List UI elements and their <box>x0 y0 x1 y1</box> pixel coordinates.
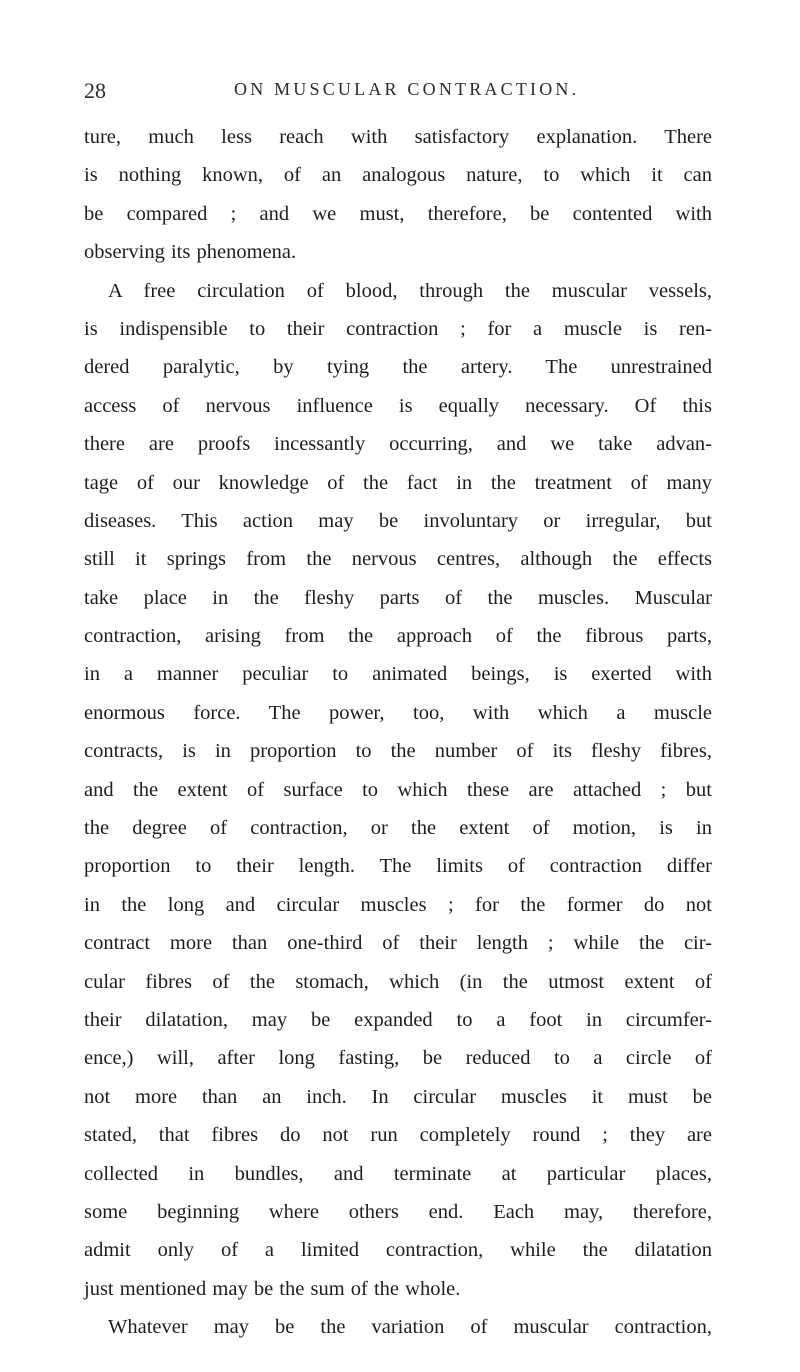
text-line: the degree of contraction, or the extent of motion, is in <box>84 817 712 840</box>
text-line: in the long and circular muscles ; for the former do not <box>84 893 712 916</box>
text-line: not more than an inch. In circular muscles it must be <box>84 1085 712 1108</box>
body-text <box>84 118 712 1347</box>
page-number: 28 <box>84 78 106 103</box>
text-line: collected in bundles, and terminate at particular places, <box>84 1162 712 1185</box>
text-line: enormous force. The power, too, with which a muscle <box>84 701 712 724</box>
text-line: their dilatation, may be expanded to a foot in circumfer- <box>84 1008 712 1031</box>
text-line: contraction, arising from the approach of the fibrous parts, <box>84 625 712 648</box>
text-line: dered paralytic, by tying the artery. The unrestrained <box>84 356 712 379</box>
text-line: take place in the fleshy parts of the muscles. Muscular <box>84 586 712 609</box>
text-line: stated, that fibres do not run completely round ; they are <box>84 1124 712 1147</box>
text-line: ence,) will, after long fasting, be reduced to a circle of <box>84 1047 712 1070</box>
text-line: is indispensible to their contraction ; for a muscle is ren- <box>84 317 712 340</box>
text-line: contract more than one-third of their length ; while the cir- <box>84 932 712 955</box>
paragraph-start-line: A free circulation of blood, through the muscular vessels, <box>108 279 712 302</box>
paragraph-start-line: Whatever may be the variation of muscular contraction, <box>108 1316 712 1339</box>
text-line: contracts, is in proportion to the number of its fleshy fibres, <box>84 740 712 763</box>
text-line: access of nervous influence is equally necessary. Of this <box>84 394 712 417</box>
text-line: in a manner peculiar to animated beings, is exerted with <box>84 663 712 686</box>
text-line: be compared ; and we must, therefore, be contented with <box>84 202 712 225</box>
text-line: diseases. This action may be involuntary or irregular, but <box>84 509 712 532</box>
text-line: there are proofs incessantly occurring, and we take advan- <box>84 433 712 456</box>
text-line: proportion to their length. The limits of contraction differ <box>84 855 712 878</box>
text-line: still it springs from the nervous centres, although the effects <box>84 548 712 571</box>
text-line: cular fibres of the stomach, which (in the utmost extent of <box>84 970 712 993</box>
text-line: ture, much less reach with satisfactory explanation. There <box>84 126 712 148</box>
text-line: and the extent of surface to which these are attached ; but <box>84 778 712 801</box>
text-line: some beginning where others end. Each may, therefore, <box>84 1200 712 1223</box>
text-line: observing its phenomena. <box>84 241 297 264</box>
text-line: is nothing known, of an analogous nature, to which it can <box>84 164 712 187</box>
running-title: ON MUSCULAR CONTRACTION. <box>234 79 580 99</box>
running-head <box>84 78 724 114</box>
text-line: just mentioned may be the sum of the whole. <box>84 1277 461 1300</box>
text-line: tage of our knowledge of the fact in the treatment of many <box>84 471 712 494</box>
text-line: admit only of a limited contraction, while the dilatation <box>84 1239 712 1262</box>
